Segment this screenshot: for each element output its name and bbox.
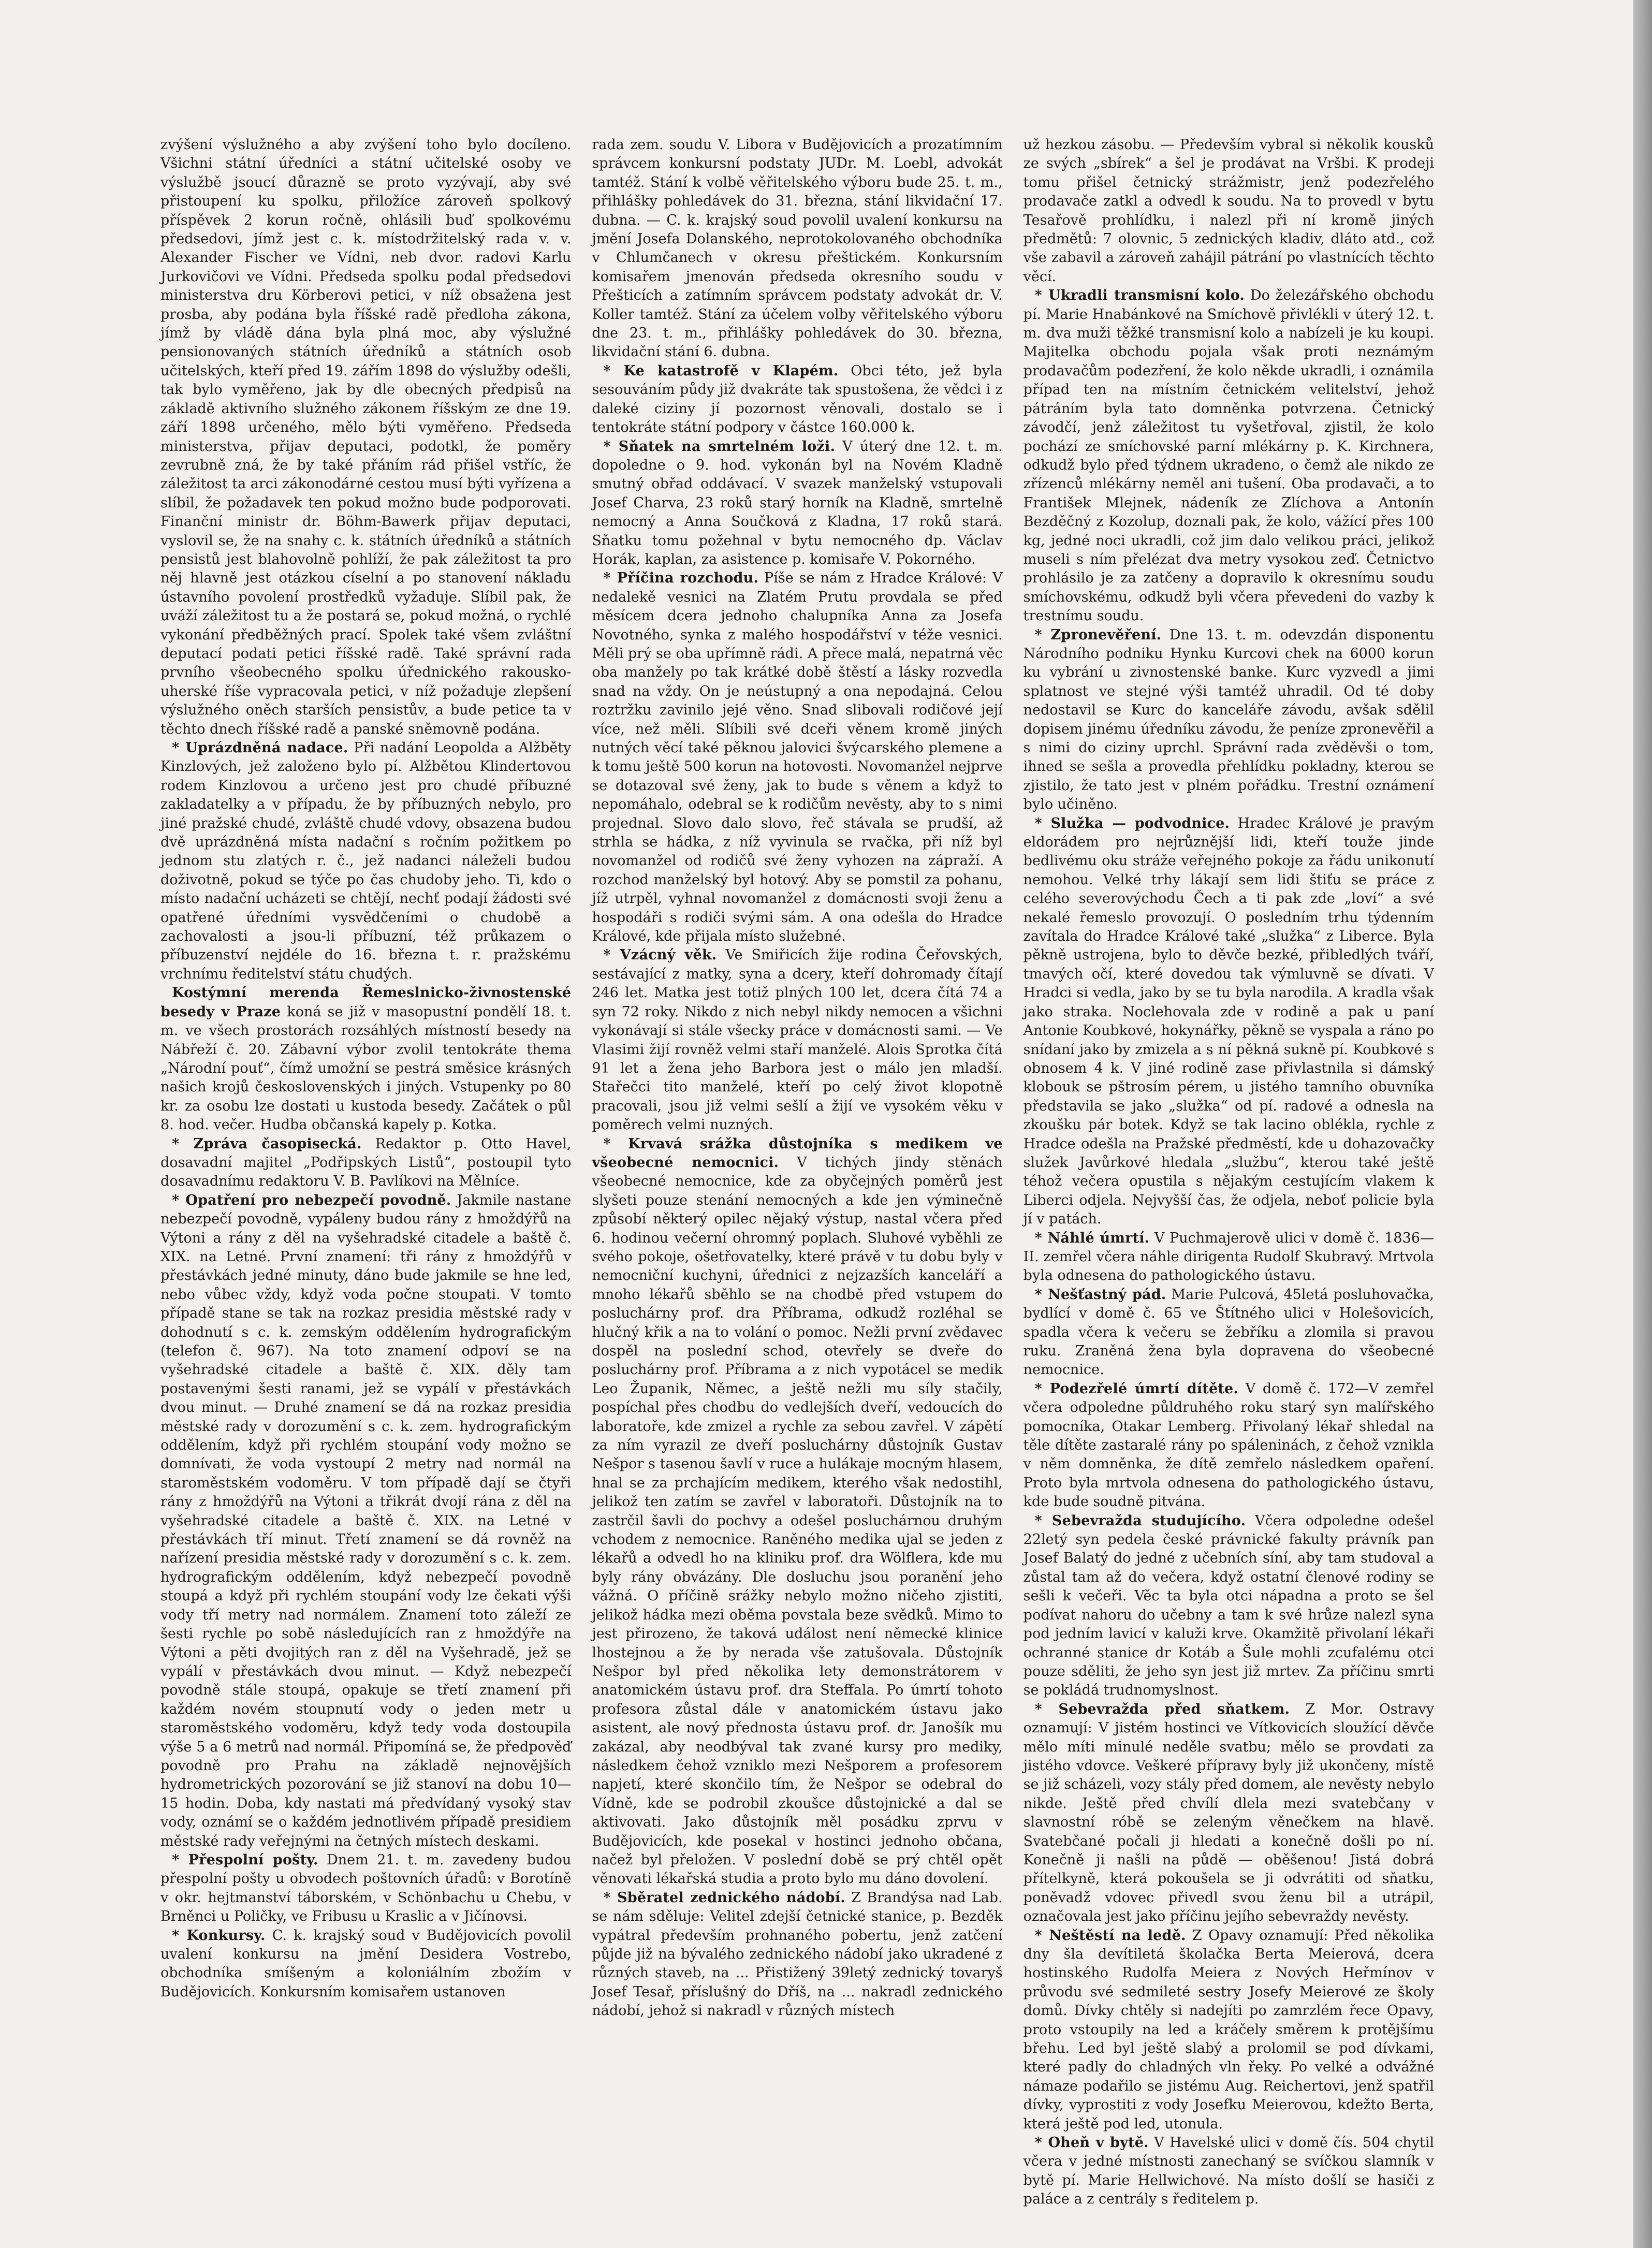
article-text: Z Brandýsa nad Lab. se nám sděluje: Velitel zdejší četnické stanice, p. Bezděk vypátral především prohnaného pobertu, jenž zatčení půjde již na bývalého zednického nádobí jako ukradené z různých staveb, na ... Přistižený 39letý zednický tovaryš Josef Tesař, příslušný do Dříš, na ... nakradl zednického nádobí, jehož si nakradl v různých místech xyxy=(592,1889,1003,2019)
article-text: Hradec Králové je pravým eldorádem pro nejrůznější lidi, kteří touže jinde bedlivému oku stráže veřejného pokoje za řádu unikonutí nemohou. Velké trhy lákají sem lidi štiťu se práce z celého severovýchodu Čech a ti pak zde „loví“ a své nekalé řemeslo provozují. O posledním trhu týdenním zavítala do Hradce Králové také „služka“ z Liberce. Byla pěkně ustrojena, bylo to děvče bezké, přibledlých tváří, tmavých očí, které dovedou tak výmluvně se dívati. V Hradci si vedla, jako by se tu byla narodila. A kradla však jako straka. Noclehovala zde v rodině a pak u paní Antonie Koubkové, hokynářky, pěkně se vyspala a ráno po snídaní jako by zmizela a s ní pěkná sukně pí. Koubkové s obnosem 4 k. V jiné rodině zase přivlastnila si dámský klobouk se pštrosím pérem, u jistého tamního obuvníka představila se jako „služka“ od pí. radové a odnesla na zkoušku pár botek. Když se tak lacino oblékla, rychle z Hradce odešla na Pražské předměstí, kde u dohazovačky služek Javůrkové hledala „službu“, kterou také ještě téhož večera opustila s nějakým cestujícím vlakem k Liberci odjela. Nejvyšší čas, že odjela, neboť policie byla jí v patách. xyxy=(1023,815,1434,1228)
article-heading: * Služka — podvodnice. xyxy=(1034,815,1230,831)
article-paragraph xyxy=(592,437,1002,570)
article-text: V úterý dne 12. t. m. dopoledne o 9. hod. vykonán byl na Novém Kladně smutný obřad oddávací. V svazek manželský vstupovali Josef Charva, 23 roků starý horník na Kladně, smrtelně nemocný a Anna Součková z Kladna, 17 roků stará. Sňatku tomu požehnal v bytu nemocného dp. Václav Horák, kaplan, za asistence p. komisaře V. Pokorného. xyxy=(592,438,1003,567)
column-right xyxy=(1023,136,1434,2208)
article-heading: * Zpráva časopisecká. xyxy=(172,1135,362,1152)
article-text: Včera odpoledne odešel 22letý syn pedela české právnické fakulty právník pan Josef Balatý do jedné z učebních síní, aby tam studoval a zůstal tam až do večera, když ostatní členové rodiny se sešli k večeři. Věc ta byla otci nápadna a proto se šel podívat nahoru do učebny a tam k své hrůze nalezl syna pod jedním lavicí v kaluži krve. Okamžitě přivolaní lékaři ochranné stanice dr Kotáb a Šule mohli zcufalému otci pouze sděliti, že jeho syn jest již mrtev. Za příčinu smrti se pokládá trudnomyslnost. xyxy=(1023,1512,1434,1699)
article-text: zvýšení výslužného a aby zvýšení toho bylo docíleno. Všichni státní úředníci a státní učitelské osoby ve výslužbě jsoucí důrazně se proto vyzývají, aby své přistoupení ku spolku, přiložíce zároveň spolkový příspěvek 2 korun ročně, ohlásili buď spolkovému předsedovi, jímž jest c. k. místodržitelský rada v. v. Alexander Fischer ve Vídni, neb dvor. radovi Karlu Jurkovičovi ve Vídni. Předseda spolku podal předsedovi ministerstva dru Körberovi petici, v níž obsažena jest prosba, aby podána byla říšské radě předloha zákona, jímž by vládě dána byla plná moc, aby výslužné pensionovaných státních úředníků a státních osob učitelských, kteří před 19. zářím 1898 do výslužby odešli, tak bylo vyměřeno, jak by dle obecných předpisů na základě aktivního služného zákonem říšským ze dne 19. září 1898 určeného, mělo býti vyměřeno. Předseda ministerstva, přijav deputaci, podotkl, že poměry zevrubně zná, že by také přáním rád přišel vstříc, že záležitost ta arci zákonodárné cestou musí býti vyřízena a slíbil, že požadavek ten pokud možno bude podporovati. Finanční ministr dr. Böhm-Bawerk přijav deputaci, vyslovil se, že na snahy c. k. státních úředníků a státních pensistů jest blahovolně pohlíží, že pak záležitost ta pro něj hlavně jest otázkou císelní a po stanovení nákladu ústavního povolení prostředků vyžaduje. Slíbil pak, že uváží záležitost tu a že postará se, pokud možná, o rychlé vykonání předběžných prací. Spolek také všem zvláštní deputací podati petici říšské radě. Také správní rada prvního všeobecného spolku úřednického rakousko-uherské říše vypracovala petici, v níž požaduje zlepšení výslužného oněch starších pensistův, a bude petice ta v těchto dnech říšské radě a panské sněmovně podána. xyxy=(160,137,572,737)
article-paragraph xyxy=(1024,1286,1434,1380)
article-text: V domě č. 172—V zemřel včera odpoledne půldruhého roku starý syn malířského pomocníka, Otakar Lemberg. Přivolaný lékař shledal na těle dítěte zastaralé rány po spáleninách, z čehož vznikla v něm domněnka, že dítě zemřelo následkem opaření. Proto byla mrtvola odnesena do pathologického ústavu, kde bude soudně pitvána. xyxy=(1023,1380,1434,1510)
article-text: Do železářského obchodu pí. Marie Hnabánkové na Smíchově přivlékli v úterý 12. t. m. dva muži těžké transmisní kolo a nabízeli je ku koupi. Majitelka obchodu pojala však proti neznámým prodavačům podezření, že kolo někde ukradli, i oznámila případ ten na místním četnickém velitelství, jehož pátráním byla tato domněnka potvrzena. Četnický závodčí, jenž záležitost tu vyšetřoval, zjistil, že kolo pochází ze smíchovské parní mlékárny p. K. Kirchnera, odkudž bylo před týdnem ukradeno, o čemž ale nikdo ze zřízenců mlékárny neměl ani tušení. Oba prodavači, a to František Mlejnek, nádeník ze Zlíchova a Antonín Bezděčný z Kozolup, doznali pak, že kolo, vážící přes 100 kg, jedné noci ukradli, což jim dalo velikou práci, jelikož museli s ním přelézat dva metry vysokou zeď. Četnictvo prohlásilo je za zatčeny a dopravilo k okresnímu soudu smíchovskému, odkudž byli včera převedeni do vazby k trestnímu soudu. xyxy=(1023,287,1434,624)
article-paragraph xyxy=(1024,1926,1434,2134)
article-paragraph xyxy=(1024,1512,1434,1700)
article-text: Z Opavy oznamují: Před několika dny šla devítiletá školačka Berta Meierová, dcera hostinského Rudolfa Meiera z Nových Heřmínov v průvodu své sedmileté sestry Josefy Meierové ze školy domů. Dívky chtěly si nadejíti po zamrzlém řece Opavy, proto vstoupily na led a kráčely směrem k protějšímu břehu. Led byl ještě slabý a prolomil se pod dívkami, které padly do chladných vln řeky. Po velké a odvážné námaze podařilo se jistému Aug. Reichertovi, jenž spatřil dívky, vyprostiti z vody Josefku Meierovou, kdežto Berta, která ještě pod led, utonula. xyxy=(1023,1927,1434,2132)
article-heading: * Nešťastný pád. xyxy=(1034,1286,1166,1303)
article-paragraph xyxy=(160,984,571,1134)
article-text: Ve Smiřicích žije rodina Čeřovských, sestávající z matky, syna a dcery, kteří dohromady čítají 246 let. Matka jest totiž plných 100 let, dcera čítá 74 a syn 72 roky. Nikdo z nich nebyl nikdy nemocen a všichni vykonávají si stále všecky práce v domácnosti sami. — Ve Vlasimi žijí rovněž velmi staří manželé. Alois Sprotka čítá 91 let a žena jeho Barbora jest o málo jen mladší. Stařečci tito manželé, kteří po celý život klopotně pracovali, jsou již velmi sešlí a žijí ve vysokém věku v poměrech velmi nuzných. xyxy=(592,947,1003,1133)
article-text: Obci této, jež byla sesouváním půdy již dvakráte tak spustošena, že vědci i z daleké ciziny jí pozornost věnovali, dostalo se i tentokráte státní podpory v částce 160.000 k. xyxy=(592,362,1003,436)
article-paragraph xyxy=(160,1851,571,1926)
article-heading: * Příčina rozchodu. xyxy=(603,570,759,587)
article-heading: * Sňatek na smrtelném loži. xyxy=(603,438,836,455)
article-text: Dnem 21. t. m. zavedeny budou přespolní pošty u obvodech poštovních úřadů: v Borotíně v okr. hejtmanství táborském, v Schönbachu u Chebu, v Brněnci u Poličky, ve Fribusu u Kraslic a v Jičínovsi. xyxy=(160,1851,572,1925)
article-paragraph xyxy=(592,1135,1002,1889)
article-heading: * Zpronevěření. xyxy=(1034,626,1162,643)
article-paragraph xyxy=(160,136,571,739)
article-paragraph xyxy=(592,136,1002,362)
article-heading: * Ke katastrofě v Klapém. xyxy=(603,362,839,379)
article-heading: * Přespolní pošty. xyxy=(172,1851,318,1868)
article-heading: * Opatření pro nebezpečí povodně. xyxy=(172,1192,451,1208)
article-heading: * Neštěstí na ledě. xyxy=(1034,1927,1186,1944)
article-text: koná se již v masopustní pondělí 18. t. m. ve všech prostorách rozsáhlých místností besedy na Nábřeží č. 20. Zábavní výbor zvolil tentokráte thema „Národní pouť“, čímž umožní se pestrá směsice krásných našich krojů československých i jiných. Vstupenky po 80 kr. za osobu lze dostati u kustoda besedy. Začátek o půl 8. hod. večer. Hudba občanská kapely p. Kotka. xyxy=(160,1003,572,1133)
article-text: V tichých jindy stěnách všeobecné nemocnice, kde za obyčejných poměrů jest slyšeti pouze stenání nemocných a kde jen výminečně způsobí některý opilec nějaký výstup, nastal včera před 6. hodinou večerní ohromný poplach. Sluhové vyběhli ze svého pokoje, ošetřovatelky, které právě v tu dobu byly v nemocniční kuchyni, úřednici z nejzazších kanceláří a mnoho lékařů sběhlo se na chodbě před vstupem do posluchárny prof. dra Příbrama, odkudž rozléhal se hlučný křik a na to volání o pomoc. Nežli první zvědavec dospěl na poslední schod, otevřely se dveře do posluchárny prof. Příbrama a z nich vypotácel se medik Leo Županik, Němec, a ještě nežli mu síly stačily, pospíchal přes chodbu do vedlejších dveří, vedoucích do laboratoře, kde zmizel a rychle za sebou zavřel. V zápětí za ním vyrazil ze dveří posluchárny důstojník Gustav Nešpor s tasenou šavlí v ruce a hulákaje mocným hlasem, hnal se za prchajícím medikem, kterého však nedostihl, jelikož ten zatím se zavřel v laboratoři. Důstojník na to zastrčil šavli do pochvy a odešel posluchárnou druhým vchodem z nemocnice. Raněného medika ujal se jeden z lékařů a odvedl ho na kliniku prof. dra Wölflera, kde mu byly rány obvázány. Dle dosluchu jsou poranění jeho vážná. O příčině srážky nebylo možno ničeho zjistiti, jelikož hádka mezi oběma povstala beze svědků. Mimo to jest přirozeno, že taková událost není německé klinice lhostejnou a že by nerada vše zatušovala. Důstojník Nešpor byl před několika lety demonstrátorem v anatomickém ústavu prof. dra Steffala. Po úmrtí tohoto profesora zůstal dále v anatomickém ústavu jako asistent, ale nový přednosta ústavu prof. dr. Janošík mu zakázal, aby neodbýval tak zvané kursy pro mediky, následkem čehož vzniklo mezi Nešporem a profesorem napjetí, které skončilo tím, že Nešpor se odebral do Vídně, kde se podrobil zkoušce důstojnické a dal se aktivovati. Jako důstojník měl posádku zprvu v Budějovicích, kde posekal v hostinci jednoho občana, načež byl přeložen. V poslední době se prý chtěl opět věnovati lékařská studia a proto bylo mu dáno dovolení. xyxy=(592,1154,1003,1887)
column-middle xyxy=(592,136,1002,2155)
article-paragraph xyxy=(160,1135,571,1191)
article-heading: * Ukradli transmisní kolo. xyxy=(1034,287,1245,304)
article-paragraph xyxy=(160,1926,571,2002)
article-paragraph xyxy=(1024,626,1434,814)
article-text: rada zem. soudu V. Libora v Budějovicích a prozatímním správcem konkursní podstaty JUDr. M. Loebl, advokát tamtéž. Stání k volbě věřitelského výboru bude 25. t. m., přihlášky pohledávek do 31. března, stání likvidační 17. dubna. — C. k. krajský soud povolil uvalení konkursu na jmění Josefa Dolanského, neprotokolovaného obchodníka v Chlumčanech v okresu přeštickém. Konkursním komisařem jmenován předseda okresního soudu v Přešticích a zatímním správcem podstaty advokát dr. V. Koller tamtéž. Stání za účelem volby věřitelského výboru dne 23. t. m., přihlášky pohledávek do 30. března, likvidační stání 6. dubna. xyxy=(592,137,1003,360)
article-paragraph xyxy=(1024,1700,1434,1926)
article-paragraph xyxy=(160,739,571,984)
article-heading: * Konkursy. xyxy=(172,1927,266,1944)
article-heading: * Sebevražda před sňatkem. xyxy=(1034,1701,1290,1717)
article-paragraph xyxy=(592,569,1002,946)
article-text: Z Mor. Ostravy oznamují: V jistém hostinci ve Vítkovicích sloužící děvče mělo míti minulé neděle svatbu; mělo se provdati za jistého vdovce. Veškeré přípravy byly již ukončeny, místě se již scházeli, vozy stály před domem, ale nevěsty nebylo nikde. Ještě před chvílí dlela mezi svatebčany v slavnostní róbě se zeleným věnečkem na hlavě. Svatebčané počali ji hledati a konečně došli po ní. Konečně ji našli na půdě — oběšenou! Jistá dobrá přítelkyně, která pokoušela se ji odvrátiti od sňatku, poněvadž vdovec přivedl svou ženu bil a utrápil, označovala jest jako příčinu jejího sebevraždy nevěsty. xyxy=(1023,1701,1434,1925)
article-heading: * Vzácný věk. xyxy=(603,947,717,964)
article-paragraph xyxy=(1024,2134,1434,2209)
article-paragraph xyxy=(1024,286,1434,625)
article-paragraph xyxy=(1024,814,1434,1229)
article-paragraph xyxy=(160,1191,571,1851)
article-heading: * Uprázdněná nadace. xyxy=(172,740,348,756)
page-edge-shadow xyxy=(1633,0,1652,2248)
article-heading: * Sebevražda studujícího. xyxy=(1034,1512,1246,1529)
column-left xyxy=(160,136,571,2155)
article-text: už hezkou zásobu. — Především vybral si několik kousků ze svých „sbírek“ a šel je prodávat na Vršbi. K prodeji tomu přišel četnický strážmistr, jenž podezřelého prodavače zatkl a odvedl k soudu. Na to provedl v bytu Tesařově prohlídku, i nalezl při ní kromě jiných předmětů: 7 olovnic, 5 zednických kladiv, dláto atd., což vše zabavil a zároveň zahájil pátrání po vlastnících těchto věcí. xyxy=(1023,137,1434,285)
article-paragraph xyxy=(592,1889,1002,2021)
article-text: V Havelské ulici v domě čís. 504 chytil včera v jedné místnosti zanechaný se svíčkou slamník v bytě pí. Marie Hellwichové. Na místo došlí se hasiči z paláce a z centrály s ředitelem p. xyxy=(1023,2135,1434,2208)
article-heading: * Náhlé úmrtí. xyxy=(1034,1230,1150,1246)
article-heading: * Sběratel zednického nádobí. xyxy=(603,1889,845,1906)
article-heading: * Oheň v bytě. xyxy=(1034,2135,1149,2151)
article-text: Dne 13. t. m. odevzdán disponentu Národního podniku Hynku Kurcovi chek na 6000 korun ku vybrání u zivnostenské banke. Kurc vyzvedl a jimi splatnost ve stejné výši tamtéž uhradil. Od té doby nedostavil se Kurc do kanceláře závodu, avšak sdělil dopisem jinému úředníku závodu, že peníze zpronevěřil a s nimi do ciziny uprchl. Správní rada zvěděvši o tom, ihned se sešla a provedla přehlídku pokladny, kterou se zjistilo, že tato jest v plném pořádku. Trestní oznámení bylo učiněno. xyxy=(1023,626,1434,813)
article-heading: * Krvavá srážka důstojníka s medikem ve všeobecné nemocnici. xyxy=(592,1135,1003,1171)
article-text: Při nadání Leopolda a Alžběty Kinzlových, jež založeno bylo pí. Alžbětou Klindertovou rodem Kinzlovou a určeno jest pro chudé příbuzné zakladatelky a v případu, že by příbuzných nebylo, pro jiné pražské chudé, zvláště chudé vdovy, obsazena budou dvě uprázdněná místa nadační s ročním požitkem po jednom stu zlatých r. č., jež nadanci náleželi budou doživotně, pokud se týče po čas chudoby jeho. Ti, kdo o místo nadační ucházeti se chtějí, nechť podají žádosti své opatřené úředními vysvědčeními o chudobě a zachovalosti a jsou-li příbuzní, též průkazem o příbuzenství nejdéle do 16. března t. r. pražskému vrchnímu ředitelství státu chudých. xyxy=(160,740,572,982)
article-heading: Kostýmní merenda Řemeslnicko-živnostenské besedy v Praze xyxy=(160,985,572,1020)
article-paragraph xyxy=(592,946,1002,1134)
article-text: Jakmile nastane nebezpečí povodně, vypáleny budou rány z hmoždýřů na Výtoni a rány z děl na vyšehradské citadele a baště č. XIX. na Letné. První znamení: tři rány z hmoždýřů v přestávkách jedné minuty, dáno bude jakmile se hne led, nebo vůbec vždy, když voda počne stoupati. V tomto případě stane se tak na rozkaz presidia městské rady v dohodnutí s c. k. zemským oddělením hydrografickým (telefon č. 967). Na toto znamení odpoví se na vyšehradské citadele a baště č. XIX. děly tam postavenými šesti ranami, jež se vypálí v přestávkách dvou minut. — Druhé znamení se dá na rozkaz presidia městské rady v dorozumění s c. k. zem. hydrografickým oddělením, když při rychlém stoupání vody možno se domnívati, že voda vystoupí 2 metry nad normál na staroměstském vodoměru. V tom případě dají se čtyři rány z hmoždýřů na Výtoni a třikrát dvojí rána z děl na vyšehradské citadele a baště č. XIX. na Letné v přestávkách tří minut. Třetí znamení se dá rovněž na nařízení presidia městské rady v dorozumění s c. k. zem. hydrografickým oddělením, když nebezpečí povodně stoupá a když při rychlém stoupání vody lze čekati výši vody tří metry nad normálem. Znamení toto záleží ze šesti rychle po sobě následujících ran z hmoždýře na Výtoni a pěti dvojitých ran z děl na Vyšehradě, jež se vypálí v přestávkách dvou minut. — Když nebezpečí povodně stále stoupá, opakuje se třetí znamení při každém novém stoupnutí vody o jeden metr u staroměstského vodoměru, když tedy voda dostoupila výše 5 a 6 metrů nad normál. Připomíná se, že předpověď povodně pro Prahu na základě nejnovějších hydrometrických pozorování se již stanoví na dobu 10—15 hodin. Doba, kdy nastati má předvídaný vysoký stav vody, oznámí se o každém jednotlivém případě presidiem městské rady veřejnými na četných místech deskami. xyxy=(160,1192,572,1849)
newspaper-page xyxy=(160,136,1434,2208)
article-paragraph xyxy=(1024,1229,1434,1286)
article-paragraph xyxy=(592,362,1002,437)
article-text: V Puchmajerově ulici v domě č. 1836—II. zemřel včera náhle dirigenta Rudolf Skubravý. Mrtvola byla odnesena do pathologického ústavu. xyxy=(1023,1230,1434,1284)
article-paragraph xyxy=(1024,1380,1434,1512)
article-text: C. k. krajský soud v Budějovicích povolil uvalení konkursu na jmění Desidera Vostrebo, obchodníka smíšeným a koloniálním zbožím v Budějovicích. Konkursním komisařem ustanoven xyxy=(160,1927,572,2000)
article-text: Redaktor p. Otto Havel, dosavadní majitel „Podřipských Listů“, postoupil tyto dosavadnímu redaktoru V. B. Pavlíkovi na Mělníce. xyxy=(160,1135,572,1190)
article-heading: * Podezřelé úmrtí dítěte. xyxy=(1034,1380,1239,1397)
article-text: Marie Pulcová, 45letá posluhovačka, bydlící v domě č. 65 ve Štítného ulici v Holešovicích, spadla včera k večeru se žebříku a zlomila si pravou ruku. Zraněná žena byla dopravena do všeobecné nemocnice. xyxy=(1023,1286,1434,1378)
article-text: Píše se nám z Hradce Králové: V nedalekě vesnici na Zlatém Prutu provdala se před měsícem dcera jednoho chalupníka Anna za Josefa Novotného, synka z malého hospodářství v téže vesnici. Měli prý se oba upřímně rádi. A přece malá, nepatrná věc oba manžely po tak krátké době štěstí a lásky rozvedla snad na vždy. On je neústupný a ona nepodajná. Celou roztržku zavinilo jejé věno. Snad slibovali rodičové její více, než měli. Slíbili své dceři věnem kromě jiných nutných věcí také pěknou jalovici švýcarského plemene a k tomu ještě 500 korun na hotovosti. Novomanžel nejprve se dotazoval své ženy, jak to bude s věnem a když to nepomáhalo, odebral se k rodičům nevěsty, aby to s nimi projednal. Slovo dalo slovo, řeč stávala se prudší, až strhla se hádka, z níž vyvinula se rvačka, při níž byl novomanžel od rodičů své ženy vyhozen na zápraží. A rozchod manželský byl hotový. Aby se pomstil za pohanu, jíž utrpěl, vyhnal novomanžel z domácnosti svoji ženu a hospodáři s rodiči svými sám. A ona odešla do Hradce Králové, kde přijala místo služebné. xyxy=(592,570,1003,945)
article-paragraph xyxy=(1024,136,1434,286)
